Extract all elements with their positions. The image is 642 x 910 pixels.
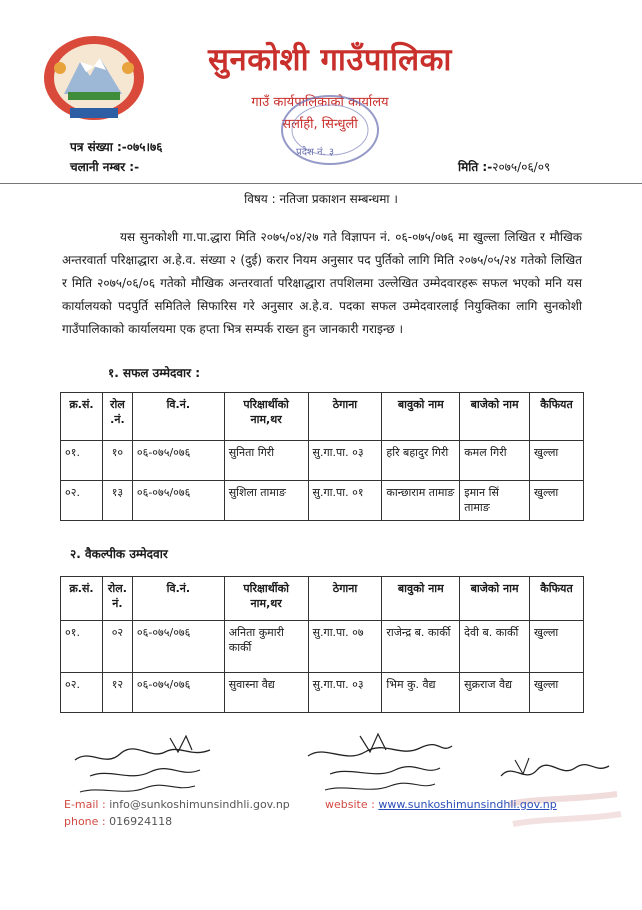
cell-remarks: खुल्ला	[530, 673, 584, 713]
cell-address: सु.गा.पा. ०३	[308, 673, 382, 713]
email-value[interactable]: info@sunkoshimunsindhli.gov.np	[109, 798, 290, 811]
col-roll: रोल. नं.	[102, 577, 132, 621]
table-header-row	[61, 393, 584, 441]
footer-website	[325, 798, 557, 811]
letter-body: यस सुनकोशी गा.पा.द्धारा मिति २०७५/०४/२७ गते विज्ञापन नं. ०६-०७५/०७६ मा खुल्ला लिखित र मौखिक अन्तरवार्ता परिक्षाद्धारा अ.हे.व. संख्या २ (दुई) करार नियम अनुसार पद पुर्तिको लागि मिति २०७५/०५/२४ गतेको लिखित र मिति २०७५/०६/०६ गतेको मौखिक अन्तरवार्ता परिक्षाद्धारा तपशिलमा उल्लेखित उम्मेदवारहरू सफल भएको मनि यस कार्यालयको पदपुर्ति समितिले सिफारिस गरे अनुसार अ.हे.व. पदका सफल उम्मेदवारलाई नियुक्तिका लागि सुनकोशी गाउँपालिकाको कार्यालयमा एक हप्ता भित्र सम्पर्क राख्न हुन जानकारी गराइन्छ ।	[62, 230, 582, 336]
cell-serial: ०२.	[61, 673, 103, 713]
letter-subject: विषय : नतिजा प्रकाशन सम्बन्धमा ।	[244, 192, 398, 206]
col-remarks: कैफियत	[530, 577, 584, 621]
table-header-row	[61, 577, 584, 621]
col-address: ठेगाना	[308, 393, 382, 441]
cell-serial: ०२.	[61, 481, 103, 521]
cell-grandfather: कमल गिरी	[460, 441, 530, 481]
col-ad-number: वि.नं.	[132, 577, 224, 621]
table-row	[61, 481, 584, 521]
office-address: सर्लाही, सिन्धुली	[282, 117, 358, 132]
cell-serial: ०१.	[61, 621, 103, 673]
phone-value: 016924118	[109, 815, 173, 828]
cell-ad-number: ०६-०७५/०७६	[132, 481, 224, 521]
cell-ad-number: ०६-०७५/०७६	[132, 621, 224, 673]
cell-remarks: खुल्ला	[530, 621, 584, 673]
website-label: website :	[325, 798, 375, 811]
cell-address: सु.गा.पा. ०७	[308, 621, 382, 673]
org-name: सुनकोशी गाउँपालिका	[208, 42, 452, 78]
col-serial: क्र.सं.	[61, 393, 103, 441]
letter-date	[458, 158, 550, 175]
ref-value: ०७५।७६	[126, 140, 163, 154]
cell-roll: १०	[102, 441, 132, 481]
cell-name: सुशिला तामाङ	[224, 481, 308, 521]
cell-remarks: खुल्ला	[530, 481, 584, 521]
cell-father: हरि बहादुर गिरी	[382, 441, 460, 481]
date-value: २०७५/०६/०९	[492, 160, 551, 174]
col-name: परिक्षार्थीको नाम,थर	[224, 577, 308, 621]
col-ad-number: वि.नं.	[132, 393, 224, 441]
footer-email	[64, 798, 290, 811]
col-father: बावुको नाम	[382, 393, 460, 441]
cell-roll: ०२	[102, 621, 132, 673]
cell-grandfather: देवी ब. कार्की	[460, 621, 530, 673]
col-grandfather: बाजेको नाम	[460, 393, 530, 441]
cell-address: सु.गा.पा. ०३	[308, 441, 382, 481]
successful-candidates-table	[60, 392, 584, 521]
municipality-emblem-icon	[40, 32, 148, 124]
date-label: मिति :-	[458, 160, 493, 174]
header-divider	[0, 183, 642, 184]
col-remarks: कैफियत	[530, 393, 584, 441]
cell-father: भिम कु. वैद्य	[382, 673, 460, 713]
table-row	[61, 621, 584, 673]
section1-title: १. सफल उम्मेदवार :	[108, 366, 201, 380]
cell-name: अनिता कुमारी कार्की	[224, 621, 308, 673]
cell-father: कान्छाराम तामाङ	[382, 481, 460, 521]
col-name: परिक्षार्थीको नाम,थर	[224, 393, 308, 441]
cell-name: सुनिता गिरी	[224, 441, 308, 481]
table-row	[61, 673, 584, 713]
footer-phone	[64, 815, 172, 828]
office-name: गाउँ कार्यपालिकाको कार्यालय	[251, 95, 389, 110]
cell-serial: ०१.	[61, 441, 103, 481]
cell-roll: १३	[102, 481, 132, 521]
cell-grandfather: इमान सिं तामाङ	[460, 481, 530, 521]
cell-remarks: खुल्ला	[530, 441, 584, 481]
col-serial: क्र.सं.	[61, 577, 103, 621]
table-row	[61, 441, 584, 481]
col-roll: रोल .नं.	[102, 393, 132, 441]
reference-number	[70, 138, 163, 155]
office-stamp-icon	[275, 90, 385, 170]
dispatch-number: चलानी नम्बर :-	[70, 160, 140, 174]
province-label: प्रदेश नं. ३	[296, 147, 335, 158]
website-link[interactable]: www.sunkoshimunsindhli.gov.np	[378, 798, 557, 811]
col-grandfather: बाजेको नाम	[460, 577, 530, 621]
signature-middle-icon	[300, 730, 460, 800]
cell-ad-number: ०६-०७५/०७६	[132, 673, 224, 713]
cell-roll: १२	[102, 673, 132, 713]
email-label: E-mail :	[64, 798, 106, 811]
col-address: ठेगाना	[308, 577, 382, 621]
section2-title: २. वैकल्पीक उम्मेदवार	[70, 547, 168, 561]
cell-grandfather: सुक्रराज वैद्य	[460, 673, 530, 713]
cell-address: सु.गा.पा. ०१	[308, 481, 382, 521]
phone-label: phone :	[64, 815, 106, 828]
cell-ad-number: ०६-०७५/०७६	[132, 441, 224, 481]
cell-name: सुवास्ना वैद्य	[224, 673, 308, 713]
ref-label: पत्र संख्या :-	[70, 140, 127, 154]
signature-left-icon	[70, 730, 220, 800]
col-father: बावुको नाम	[382, 577, 460, 621]
cell-father: राजेन्द्र ब. कार्की	[382, 621, 460, 673]
alternate-candidates-table	[60, 576, 584, 713]
